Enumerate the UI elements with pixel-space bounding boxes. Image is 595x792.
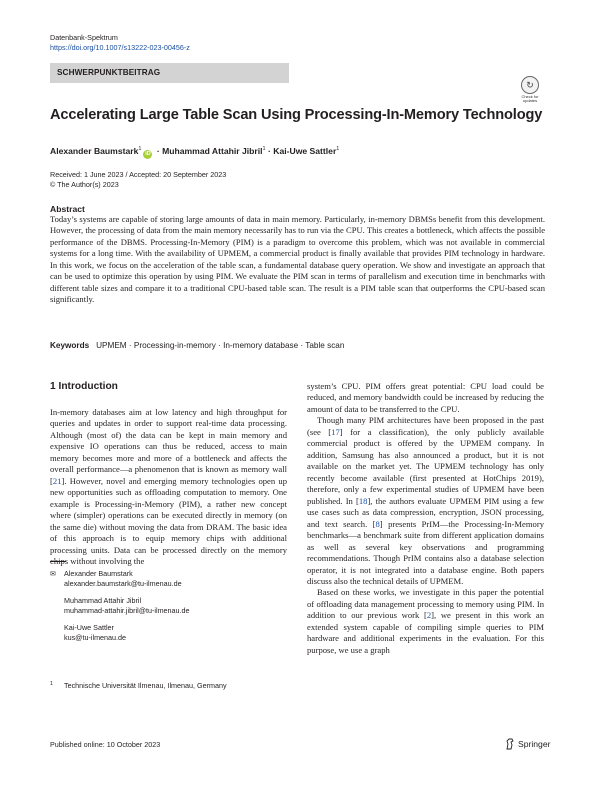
citation-link[interactable]: 8 xyxy=(375,518,380,529)
paragraph: In-memory databases aim at low latency and high throughput for queries and updates in order to support real-time data processing. Although (most of) the data can be kept in main memory and expensive IO operations can thus be reduced, access to main memory becomes more and more of a bottleneck and affects the overall performance—a phenomenon that is known as memory wall [21]. However, novel and emerging memory technologies open up new opportunities such as offloading computation to memory. One example is Processing-in-Memory (PIM), a rather new concept where (simpler) operations can be executed directly in memory (on the same die) without moving the data from DRAM. The basic idea of this approach is to equip memory chips with additional processing units. Data can be processed directly on the memory chips without involving the xyxy=(50,407,287,567)
publisher-name: Springer xyxy=(518,739,551,749)
author-affil-mark: 1 xyxy=(336,146,340,153)
section-label: SCHWERPUNKTBEITRAG xyxy=(50,63,289,83)
author-list xyxy=(50,146,339,159)
copyright: © The Author(s) 2023 xyxy=(50,180,119,189)
check-updates-label-1: Check for xyxy=(521,94,539,99)
correspondent xyxy=(50,596,190,616)
abstract-heading: Abstract xyxy=(50,204,85,214)
author-affil-mark: 1 xyxy=(262,146,266,153)
affiliation-text: Technische Universität Ilmenau, Ilmenau, Germany xyxy=(64,681,227,690)
author-name: Alexander Baumstark xyxy=(50,146,139,156)
email-link[interactable]: alexander.baumstark@tu-ilmenau.de xyxy=(64,578,182,588)
email-link[interactable]: kus@tu-ilmenau.de xyxy=(64,632,127,642)
paragraph: Though many PIM architectures have been proposed in the past (see [17] for a classification), the only publicly available commercial product is offered by the UPMEM company. In addition, Samsung has also announced a product, but it is not available on the market yet. The UPMEM technology has only recently become available (first presented at HotChips 2019), therefore, only a few experimental studies of UPMEM have been published. In [18], the authors evaluate UPMEM PIM using a few use cases such as data compression, encryption, JSON processing, and text search. [8] presents PrIM—the Processing-In-Memory benchmarks—a benchmark suite from different application domains as well as several key observations and programming recommendations. Though PrIM contains also a database selection operator, it is not integrated into a database engine. Both papers discuss also the technical details of UPMEM. xyxy=(307,415,545,586)
refresh-icon: ↻ xyxy=(521,76,539,94)
check-for-updates-badge[interactable] xyxy=(517,76,543,102)
correspondence-block xyxy=(50,569,190,649)
received-accepted: Received: 1 June 2023 / Accepted: 20 September 2023 xyxy=(50,170,227,179)
correspondent-name: Alexander Baumstark xyxy=(64,569,133,578)
author-separator: · xyxy=(267,146,271,156)
journal-name: Datenbank-Spektrum xyxy=(50,33,118,42)
author-affil-mark: 1 xyxy=(138,146,142,153)
correspondent-name: Muhammad Attahir Jibril xyxy=(64,595,142,605)
correspondent xyxy=(50,623,190,643)
correspondent xyxy=(50,569,190,589)
springer-horse-icon xyxy=(505,738,515,750)
affiliation xyxy=(50,681,227,690)
doi-link[interactable]: https://doi.org/10.1007/s13222-023-00456-z xyxy=(50,43,190,52)
paper-title: Accelerating Large Table Scan Using Processing-In-Memory Technology xyxy=(50,107,543,123)
section-heading: 1 Introduction xyxy=(50,381,118,392)
orcid-icon[interactable]: iD xyxy=(145,151,151,157)
author-name: Kai-Uwe Sattler xyxy=(273,146,337,156)
author-separator: · xyxy=(156,146,160,156)
citation-link[interactable]: 2 xyxy=(426,610,432,621)
paragraph: system’s CPU. PIM offers great potential: CPU load could be reduced, and memory bandwidth could be increased by reducing the amount of data to be transferred to the CPU. xyxy=(307,381,544,414)
affiliation-number: 1 xyxy=(50,681,54,687)
keywords-label: Keywords xyxy=(50,341,90,350)
author-name: Muhammad Attahir Jibril xyxy=(162,146,263,156)
email-link[interactable]: muhammad-attahir.jibril@tu-ilmenau.de xyxy=(64,605,190,615)
citation-link[interactable]: 17 xyxy=(331,426,340,437)
keywords xyxy=(50,341,344,350)
check-updates-label-2: updates xyxy=(522,98,538,104)
published-online: Published online: 10 October 2023 xyxy=(50,740,161,749)
right-column xyxy=(307,381,544,656)
citation-link[interactable]: 21 xyxy=(52,475,62,486)
keywords-text: UPMEM · Processing-in-memory · In-memory database · Table scan xyxy=(96,341,345,350)
citation-link[interactable]: 18 xyxy=(358,495,368,506)
publisher-logo xyxy=(505,738,550,750)
abstract-text: Today’s systems are capable of storing large amounts of data in main memory. Particularly, in-memory DBMSs benefit from this development. However, the processing of data from the main memory necessarily has to run via the CPU. This creates a bottleneck, which affects the possible performance of the DBMS. Processing-In-Memory (PIM) is a paradigm to overcome this problem, which was not available in commercial systems for a long time. With the availability of UPMEM, a commercial product is finally available that provides PIM technology in hardware. In this work, we focus on the acceleration of the table scan, a fundamental database query operation. We show and investigate an approach that can be used to optimize this operation by using PIM. We evaluate the PIM scan in terms of parallelism and execution time in benchmarks with different table sizes and compare it to a traditional CPU-based table scan. The result is a PIM table scan that outperforms the CPU-based scan significantly. xyxy=(50,214,545,305)
correspondent-name: Kai-Uwe Sattler xyxy=(64,622,114,632)
footnote-rule xyxy=(50,561,66,562)
publication-dates xyxy=(50,170,226,190)
journal-header xyxy=(50,33,190,53)
paragraph: Based on these works, we investigate in this paper the potential of offloading data management processing to memory using PIM. In addition to our previous work [2], we present in this work an extended system capable of compiling simple queries to PIM hardware and additional experiments in the evaluation. For this purpose, we use a graph xyxy=(307,587,544,655)
left-column xyxy=(50,407,287,568)
envelope-icon: ✉ xyxy=(50,569,57,578)
